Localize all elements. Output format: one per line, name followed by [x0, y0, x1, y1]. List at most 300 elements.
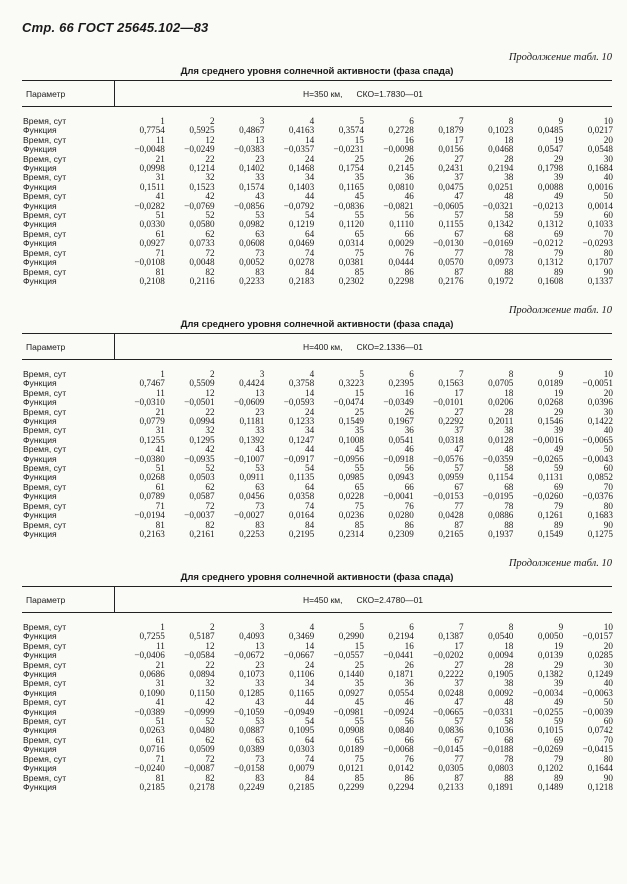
cell-value: 58 — [504, 716, 514, 727]
cell-value: 56 — [404, 463, 414, 474]
section-title: Для среднего уровня солнечной активности (фаза спада) — [180, 319, 454, 330]
cell-value: 8 — [508, 116, 514, 126]
cell-value: 0,1090 — [139, 687, 165, 698]
cell-value: 65 — [354, 734, 364, 745]
cell-value: −0,0231 — [333, 144, 364, 155]
cell-value: 4 — [309, 116, 315, 126]
row-label: Время, сут — [23, 134, 67, 145]
cell-value: 70 — [603, 228, 613, 239]
cell-value: 0,1402 — [239, 163, 265, 174]
cell-value: 42 — [205, 191, 215, 202]
cell-value: 48 — [504, 697, 514, 708]
cell-value: 25 — [354, 153, 364, 164]
table-row — [22, 220, 613, 229]
continuation-label: Продолжение табл. 10 — [508, 305, 612, 316]
cell-value: 8 — [508, 369, 514, 379]
row-label: Время, сут — [23, 172, 67, 183]
cell-value: −0,0041 — [383, 491, 414, 502]
cell-value: 0,2292 — [438, 416, 464, 427]
cell-value: 76 — [404, 753, 414, 764]
cell-value: −0,0406 — [134, 650, 165, 661]
table-row — [22, 473, 613, 482]
cell-value: 66 — [404, 228, 414, 239]
cell-value: 34 — [305, 678, 315, 689]
cell-value: 11 — [155, 387, 165, 398]
cell-value: 0,0128 — [488, 434, 514, 445]
cell-value: 0,1972 — [488, 275, 514, 286]
cell-value: 33 — [255, 425, 265, 436]
cell-value: −0,0605 — [433, 200, 464, 211]
cell-value: 0,0982 — [239, 219, 265, 230]
cell-value: −0,0039 — [582, 706, 613, 717]
cell-value: 0,3758 — [288, 378, 315, 389]
cell-value: −0,0357 — [283, 144, 315, 155]
cell-value: 84 — [305, 519, 315, 530]
cell-value: 0,0228 — [338, 491, 364, 502]
cell-value: −0,0098 — [383, 144, 414, 155]
row-label: Время, сут — [23, 463, 67, 474]
table-row — [22, 436, 613, 445]
param-header: Параметр — [26, 89, 66, 99]
cell-value: 0,1549 — [338, 416, 364, 427]
cell-value: 0,0480 — [189, 725, 215, 736]
cell-value: 0,0554 — [388, 687, 414, 698]
table-top-rule — [22, 80, 612, 81]
cell-value: 0,1233 — [288, 416, 315, 427]
row-label: Функция — [23, 706, 57, 717]
cell-value: −0,0935 — [184, 453, 215, 464]
cell-value: 43 — [255, 697, 265, 708]
cell-value: 0,0088 — [537, 181, 564, 192]
table-row — [22, 670, 613, 679]
cell-value: 0,1154 — [488, 472, 514, 483]
cell-value: 0,0236 — [338, 510, 364, 521]
table-top-rule — [22, 586, 612, 587]
row-label: Функция — [23, 238, 57, 249]
cell-value: 26 — [404, 406, 414, 417]
param-header: Параметр — [26, 342, 66, 352]
cell-value: 19 — [553, 387, 564, 398]
cell-value: 0,1392 — [239, 434, 265, 445]
cell-value: 0,0959 — [438, 472, 464, 483]
cell-value: 50 — [603, 697, 613, 708]
cell-value: 70 — [603, 481, 613, 492]
cell-value: 0,1218 — [587, 781, 613, 792]
cell-value: 0,2395 — [388, 378, 414, 389]
cell-value: 5 — [359, 116, 364, 126]
cell-value: 0,0444 — [388, 257, 414, 268]
cell-value: −0,1059 — [233, 706, 265, 717]
cell-value: 17 — [454, 134, 464, 145]
data-table — [22, 370, 613, 539]
cell-value: 0,0285 — [587, 650, 613, 661]
cell-value: −0,0065 — [582, 434, 613, 445]
cell-value: 14 — [305, 640, 315, 651]
cell-value: 0,4163 — [288, 125, 315, 136]
cell-value: 28 — [504, 659, 514, 670]
cell-value: 60 — [603, 463, 613, 474]
cell-value: 26 — [404, 153, 414, 164]
cell-value: 45 — [354, 191, 364, 202]
cell-value: 0,2176 — [438, 275, 464, 286]
cell-value: 21 — [155, 406, 165, 417]
cell-value: −0,0956 — [333, 453, 364, 464]
cell-value: −0,0331 — [482, 706, 514, 717]
cell-value: 22 — [205, 153, 215, 164]
cell-value: 0,4093 — [239, 631, 265, 642]
row-label: Время, сут — [23, 247, 67, 258]
cell-value: 0,0469 — [288, 238, 315, 249]
cell-value: 0,1312 — [537, 257, 564, 268]
cell-value: 3 — [259, 369, 265, 379]
cell-value: 53 — [255, 210, 265, 221]
row-label: Время, сут — [23, 369, 67, 379]
table-row — [22, 117, 613, 126]
row-label: Время, сут — [23, 622, 67, 632]
cell-value: 67 — [454, 734, 464, 745]
cell-value: 6 — [409, 369, 414, 379]
cell-value: 0,1165 — [339, 181, 364, 192]
cell-value: 69 — [553, 481, 564, 492]
cell-value: 65 — [354, 228, 364, 239]
row-label: Функция — [23, 669, 57, 680]
cell-value: 6 — [409, 622, 414, 632]
cell-value: 0,4424 — [239, 378, 265, 389]
cell-value: 27 — [454, 659, 464, 670]
cell-value: 58 — [504, 463, 514, 474]
cell-value: −0,0195 — [482, 491, 514, 502]
cell-value: 53 — [255, 463, 265, 474]
cell-value: 0,0121 — [338, 763, 364, 774]
cell-value: 0,1073 — [239, 669, 265, 680]
cell-value: 47 — [454, 191, 464, 202]
cell-value: 52 — [205, 463, 215, 474]
cell-value: 25 — [354, 659, 364, 670]
cell-value: 38 — [504, 678, 514, 689]
cell-value: 0,1967 — [388, 416, 414, 427]
cell-value: 0,1546 — [537, 416, 564, 427]
cell-value: 43 — [255, 444, 265, 455]
cell-value: 67 — [454, 481, 464, 492]
cell-value: 0,0052 — [239, 257, 265, 268]
cell-value: 0,1106 — [289, 669, 315, 680]
cell-value: 72 — [205, 753, 215, 764]
cell-value: −0,0027 — [233, 510, 265, 521]
cell-value: 40 — [603, 678, 613, 689]
cell-value: −0,1007 — [233, 453, 265, 464]
cell-value: 0,2314 — [338, 528, 364, 539]
cell-value: 0,0305 — [438, 763, 464, 774]
cell-value: 0,0217 — [587, 125, 613, 136]
table-row — [22, 145, 613, 154]
cell-value: 52 — [205, 716, 215, 727]
cell-value: 62 — [205, 228, 215, 239]
cell-value: 0,1255 — [139, 434, 165, 445]
cell-value: −0,0145 — [433, 744, 464, 755]
cell-value: 0,1798 — [537, 163, 564, 174]
cell-value: 21 — [155, 153, 165, 164]
cell-value: 90 — [603, 266, 613, 277]
table-row — [22, 202, 613, 211]
row-label: Функция — [23, 200, 57, 211]
sko-value: СКО=2.4780—01 — [356, 595, 424, 605]
cell-value: 0,0139 — [537, 650, 564, 661]
row-label: Время, сут — [23, 640, 67, 651]
cell-value: 39 — [553, 172, 564, 183]
cell-value: 41 — [155, 191, 165, 202]
cell-value: 0,1387 — [438, 631, 464, 642]
cell-value: 35 — [354, 172, 364, 183]
cell-value: 40 — [603, 425, 613, 436]
row-label: Время, сут — [23, 387, 67, 398]
row-label: Функция — [23, 434, 57, 445]
cell-value: 62 — [205, 481, 215, 492]
cell-value: 0,1247 — [288, 434, 315, 445]
cell-value: 0,2194 — [488, 163, 514, 174]
cell-value: 0,2185 — [139, 781, 165, 792]
cell-value: −0,0101 — [433, 397, 464, 408]
cell-value: 54 — [305, 210, 315, 221]
cell-value: 0,5187 — [189, 631, 215, 642]
cell-value: 0,2194 — [388, 631, 414, 642]
cell-value: 67 — [454, 228, 464, 239]
sko-value: СКО=1.7830—01 — [356, 89, 424, 99]
cell-value: 0,1511 — [139, 181, 165, 192]
cell-value: 17 — [454, 387, 464, 398]
row-label: Функция — [23, 144, 57, 155]
table-row — [22, 689, 613, 698]
cell-value: 4 — [309, 622, 315, 632]
cell-value: 9 — [558, 622, 564, 632]
table-header-rule — [22, 612, 612, 613]
cell-value: 20 — [603, 387, 613, 398]
cell-value: 18 — [504, 387, 514, 398]
cell-value: −0,0665 — [433, 706, 464, 717]
cell-value: 0,0540 — [488, 631, 514, 642]
cell-value: 73 — [255, 500, 265, 511]
cell-value: 46 — [404, 444, 414, 455]
cell-value: 7 — [458, 116, 464, 126]
cell-value: 51 — [155, 210, 165, 221]
cell-value: 0,1285 — [239, 687, 265, 698]
cell-value: 12 — [205, 640, 215, 651]
cell-value: 75 — [354, 753, 364, 764]
cell-value: −0,0359 — [482, 453, 514, 464]
cell-value: 0,1033 — [587, 219, 613, 230]
cell-value: 0,1891 — [488, 781, 514, 792]
cell-value: −0,0557 — [333, 650, 364, 661]
cell-value: 0,1754 — [338, 163, 364, 174]
cell-value: 88 — [504, 519, 514, 530]
cell-value: 85 — [354, 266, 364, 277]
cell-value: 0,1135 — [289, 472, 315, 483]
row-label: Функция — [23, 631, 57, 642]
cell-value: 48 — [504, 191, 514, 202]
cell-value: 0,0330 — [139, 219, 165, 230]
cell-value: 0,0985 — [338, 472, 364, 483]
cell-value: 82 — [205, 772, 215, 783]
cell-value: 0,0840 — [388, 725, 414, 736]
cell-value: 0,0705 — [488, 378, 514, 389]
table-row — [22, 370, 613, 379]
cell-value: 0,0396 — [587, 397, 613, 408]
cell-value: 0,1312 — [537, 219, 564, 230]
cell-value: 71 — [155, 247, 165, 258]
cell-value: 1 — [160, 116, 165, 126]
cell-value: 0,0268 — [139, 472, 165, 483]
cell-value: 16 — [404, 134, 414, 145]
cell-value: 0,0268 — [537, 397, 564, 408]
table-row — [22, 745, 613, 754]
cell-value: 9 — [558, 369, 564, 379]
cell-value: 0,4867 — [239, 125, 265, 136]
cell-value: 88 — [504, 266, 514, 277]
row-label: Время, сут — [23, 519, 67, 530]
cell-value: 0,0733 — [189, 238, 215, 249]
row-label: Функция — [23, 275, 57, 286]
cell-value: 20 — [603, 134, 613, 145]
cell-value: 0,1131 — [538, 472, 564, 483]
cell-value: 80 — [603, 247, 613, 258]
cell-value: 55 — [354, 716, 364, 727]
cell-value: 0,1523 — [189, 181, 215, 192]
table-row — [22, 464, 613, 473]
cell-value: 13 — [255, 640, 265, 651]
cell-value: 0,1008 — [338, 434, 364, 445]
cell-value: −0,0918 — [383, 453, 414, 464]
cell-value: 0,0716 — [139, 744, 165, 755]
cell-value: 71 — [155, 500, 165, 511]
cell-value: 0,1489 — [537, 781, 564, 792]
table-row — [22, 230, 613, 239]
cell-value: 0,2195 — [288, 528, 315, 539]
cell-value: 1 — [160, 622, 165, 632]
cell-value: 42 — [205, 444, 215, 455]
cell-value: −0,0260 — [532, 491, 564, 502]
cell-value: 57 — [454, 716, 464, 727]
table-row — [22, 764, 613, 773]
cell-value: 0,0570 — [438, 257, 464, 268]
cell-value: 0,0475 — [438, 181, 464, 192]
cell-value: 0,0014 — [587, 200, 613, 211]
row-label: Функция — [23, 453, 57, 464]
row-label: Время, сут — [23, 734, 67, 745]
cell-value: 0,1937 — [488, 528, 514, 539]
cell-value: 69 — [553, 228, 564, 239]
cell-value: 18 — [504, 640, 514, 651]
cell-value: 39 — [553, 425, 564, 436]
cell-value: 0,0456 — [239, 491, 265, 502]
cell-value: −0,0593 — [283, 397, 315, 408]
cell-value: 0,3574 — [338, 125, 364, 136]
table-row — [22, 445, 613, 454]
cell-value: 36 — [404, 425, 414, 436]
cell-value: 49 — [553, 697, 564, 708]
row-label: Функция — [23, 181, 57, 192]
cell-value: 22 — [205, 406, 215, 417]
cell-value: 0,0886 — [488, 510, 514, 521]
row-label: Функция — [23, 257, 57, 268]
cell-value: 0,2431 — [438, 163, 464, 174]
row-label: Время, сут — [23, 678, 67, 689]
table-row — [22, 717, 613, 726]
cell-value: 0,0263 — [139, 725, 165, 736]
cell-value: 10 — [603, 369, 613, 379]
cell-value: 83 — [255, 519, 265, 530]
table-row — [22, 268, 613, 277]
cell-value: 71 — [155, 753, 165, 764]
cell-value: 34 — [305, 425, 315, 436]
table-row — [22, 239, 613, 248]
cell-value: 0,2233 — [239, 275, 265, 286]
cell-value: 12 — [205, 387, 215, 398]
cell-value: 35 — [354, 678, 364, 689]
cell-value: 0,0029 — [388, 238, 414, 249]
cell-value: 82 — [205, 519, 215, 530]
cell-value: 46 — [404, 191, 414, 202]
cell-value: 1 — [160, 369, 165, 379]
cell-value: 56 — [404, 210, 414, 221]
table-row — [22, 398, 613, 407]
cell-value: 61 — [155, 481, 165, 492]
table-row — [22, 698, 613, 707]
table-row — [22, 679, 613, 688]
cell-value: 61 — [155, 228, 165, 239]
cell-value: 4 — [309, 369, 315, 379]
cell-value: 72 — [205, 500, 215, 511]
cell-value: 11 — [155, 640, 165, 651]
table-row — [22, 502, 613, 511]
cell-value: 15 — [354, 134, 364, 145]
cell-value: 0,0509 — [189, 744, 215, 755]
cell-value: 68 — [504, 481, 514, 492]
cell-value: 0,2011 — [488, 416, 514, 427]
cell-value: 55 — [354, 463, 364, 474]
cell-value: 0,0248 — [438, 687, 464, 698]
cell-value: 69 — [553, 734, 564, 745]
cell-value: 0,1202 — [537, 763, 564, 774]
cell-value: 55 — [354, 210, 364, 221]
cell-value: 86 — [404, 266, 414, 277]
cell-value: −0,0501 — [184, 397, 215, 408]
cell-value: 78 — [504, 247, 514, 258]
row-label: Время, сут — [23, 266, 67, 277]
cell-value: 13 — [255, 387, 265, 398]
cell-value: 52 — [205, 210, 215, 221]
cell-value: 0,0580 — [189, 219, 215, 230]
cell-value: 59 — [553, 716, 564, 727]
table-section-3 — [22, 558, 612, 828]
cell-value: 0,0381 — [338, 257, 364, 268]
cell-value: −0,0202 — [433, 650, 464, 661]
cell-value: −0,0043 — [582, 453, 613, 464]
cell-value: 9 — [558, 116, 564, 126]
cell-value: 0,2185 — [288, 781, 315, 792]
cell-value: 5 — [359, 369, 364, 379]
cell-value: 51 — [155, 463, 165, 474]
cell-value: 0,0541 — [388, 434, 414, 445]
cell-value: 0,1295 — [189, 434, 215, 445]
table-row — [22, 258, 613, 267]
cell-value: 66 — [404, 481, 414, 492]
cell-value: 14 — [305, 134, 315, 145]
cell-value: 0,1440 — [338, 669, 364, 680]
cell-value: 0,1036 — [488, 725, 514, 736]
table-section-1 — [22, 52, 612, 322]
cell-value: 73 — [255, 247, 265, 258]
cell-value: 0,1382 — [537, 669, 564, 680]
cell-value: −0,0949 — [283, 706, 315, 717]
